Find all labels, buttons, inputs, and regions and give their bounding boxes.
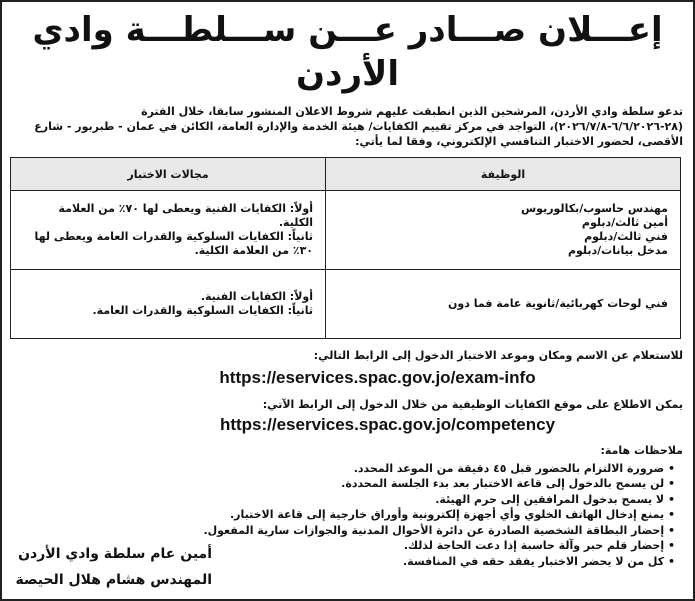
notes-title: ملاحظات هامة: [600,444,683,457]
exam-info-link[interactable]: https://eservices.spac.gov.jo/exam-info [219,368,536,387]
list-item: • كل من لا يحضر الاختبار يفقد حقه في المنافسة. [12,554,675,570]
fields-cell [11,191,326,270]
header-job: الوظيفة [326,158,681,191]
table-row [11,270,681,339]
job-cell [326,270,681,339]
inquiry-label: للاستعلام عن الاسم ومكان وموعد الاختبار الدخول إلى الرابط التالي: [313,349,683,362]
page-title: إعـــلان صـــادر عـــن ســـلطـــة وادي الأردن [32,10,663,94]
test-field: أولاً: الكفايات الفنية ويعطى لها ٧٠٪ من العلامة الكلية. [58,202,313,229]
list-item: • إحضار قلم حبر وآلة حاسبة إذا دعت الحاجة لذلك. [12,538,675,554]
signatory-position: أمين عام سلطة وادي الأردن [18,546,212,562]
header-fields: مجالات الاختبار [11,158,326,191]
list-item: • لن يسمح بالدخول إلى قاعة الاختبار بعد بدء الجلسة المحددة. [12,476,675,492]
job-title: مهندس حاسوب/بكالوريوس [521,202,668,215]
competency-label: يمكن الاطلاع على موقع الكفايات الوظيفية من خلال الدخول إلى الرابط الآتي: [262,398,683,411]
test-field: ثانياً: الكفايات السلوكية والقدرات العامة ويعطى لها ٣٠٪ من العلامة الكلية. [34,230,313,257]
fields-cell [11,270,326,339]
intro-paragraph: تدعو سلطة وادي الأردن، المرشحين الذين انطبقت عليهم شروط الاعلان المنشور سابقا، خلال الفترة (٢٨-٦/٦/٢٠٢٦-٢٠٢٦/٧/٨)، التواجد في مركز تقييم الكفايات/ هيئة الخدمة والإدارة العامة، الكائن في عمان - طبربور - شارع الأقصى، لحضور الاختبار التنافسي الإلكتروني، وفقا لما يأتي: [34,105,683,148]
job-title: فني لوحات كهربائية/ثانوية عامة فما دون [448,297,668,310]
competency-link[interactable]: https://eservices.spac.gov.jo/competency [219,415,556,434]
table-header-row [11,158,681,191]
job-cell [326,191,681,270]
signature-block [12,541,212,593]
list-item: • يمنع إدخال الهاتف الخلوي وأي أجهزة إلكترونية وأوراق خارجية إلى قاعة الاختبار. [12,507,675,523]
list-item: • ضرورة الالتزام بالحضور قبل ٤٥ دقيقة من الموعد المحدد. [12,461,675,477]
jobs-table [10,157,681,339]
job-title: أمين ثالث/دبلوم [581,216,668,229]
job-title: مدخل بيانات/دبلوم [567,244,668,257]
table-row [11,191,681,270]
signatory-name: المهندس هشام هلال الحيصة [15,572,212,588]
list-item: • لا يسمح بدخول المرافقين إلى حرم الهيئة. [12,492,675,508]
test-field: ثانياً: الكفايات السلوكية والقدرات العامة. [92,304,313,317]
test-field: أولاً: الكفايات الفنية. [200,290,313,303]
job-title: فني ثالث/دبلوم [584,230,668,243]
list-item: • إحضار البطاقة الشخصية الصادرة عن دائرة الأحوال المدنية والجوازات سارية المفعول. [12,523,675,539]
